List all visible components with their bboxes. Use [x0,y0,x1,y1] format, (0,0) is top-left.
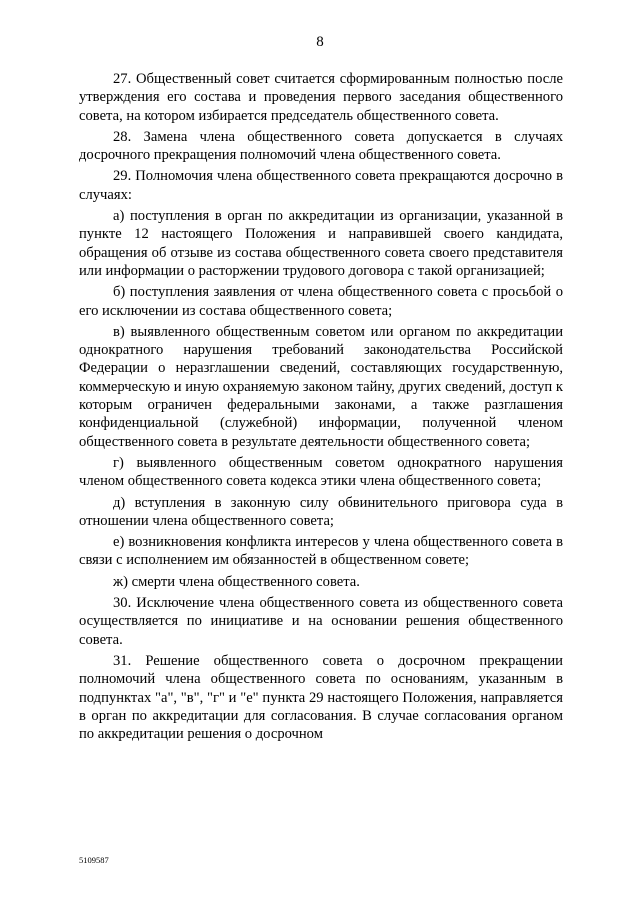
paragraph-27: 27. Общественный совет считается сформированным полностью после утверждения его состава и проведения первого заседания общественного совета, на котором избирается председатель общественного совета. [79,71,563,124]
paragraph-28: 28. Замена члена общественного совета допускается в случаях досрочного прекращения полномочий члена общественного совета. [79,128,563,164]
paragraph-29-g: г) выявленного общественным советом однократного нарушения членом общественного совета кодекса этики члена общественного совета; [79,454,563,490]
paragraph-29-a: а) поступления в орган по аккредитации из организации, указанной в пункте 12 настоящего Положения и направившей своего кандидата, обращения об отзыве из состава общественного совета своего представителя или информации о расторжении трудового договора с такой организацией; [79,208,563,279]
page-number: 8 [316,34,324,50]
paragraph-29-d: д) вступления в законную силу обвинительного приговора суда в отношении члена общественного совета; [79,494,563,529]
paragraph-29: 29. Полномочия члена общественного совета прекращаются досрочно в случаях: [79,168,563,203]
paragraph-29-e: е) возникновения конфликта интересов у члена общественного совета в связи с исполнением им обязанностей в общественном совете; [79,534,563,569]
paragraph-30: 30. Исключение члена общественного совета из общественного совета осуществляется по инициативе и на основании решения общественного совета. [79,595,563,648]
document-body [79,70,563,746]
paragraph-31: 31. Решение общественного совета о досрочном прекращении полномочий члена общественного совета по основаниям, указанным в подпунктах "а", "в", "г" и "е" пункта 29 настоящего Положения, направляется в орган по аккредитации для согласования. В случае согласования органом по аккредитации решения о досрочном [79,652,563,743]
paragraph-29-zh: ж) смерти члена общественного совета. [113,573,360,590]
paragraph-29-v: в) выявленного общественным советом или органом по аккредитации однократного нарушения требований законодательства Российской Федерации о неразглашении сведений, составляющих государственную, коммерческую и иную охраняемую законом тайну, других сведений, доступ к которым ограничен федеральными законами, а также разглашения конфиденциальной (служебной) информации, полученной членом общественного совета в результате деятельности общественного совета; [79,323,563,450]
document-code: 5109587 [79,855,109,865]
paragraph-29-b: б) поступления заявления от члена общественного совета с просьбой о его исключении из состава общественного совета; [79,284,563,319]
